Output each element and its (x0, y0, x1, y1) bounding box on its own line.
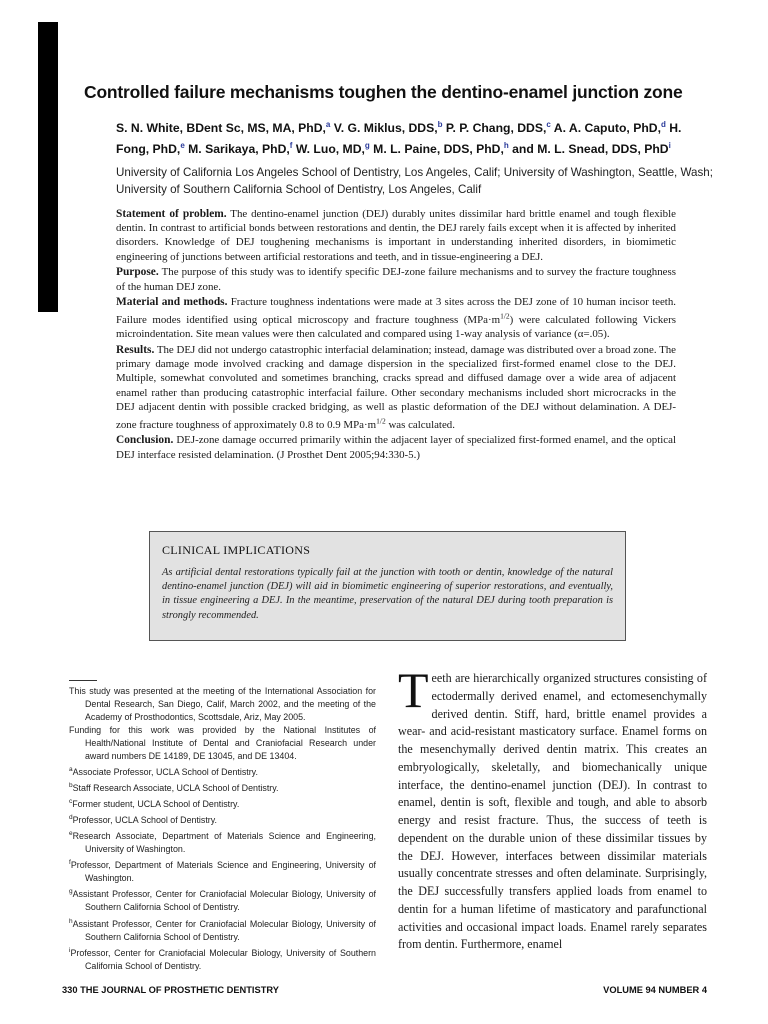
footnote-text: Former student, UCLA School of Dentistry. (72, 799, 240, 810)
author-name: A. A. Caputo, PhD, (553, 121, 661, 136)
drop-cap: T (398, 662, 429, 718)
author-name: P. P. Chang, DDS, (445, 121, 547, 136)
footnote (69, 724, 376, 763)
abstract-heading: Conclusion. (116, 434, 174, 447)
footnote-text: Professor, Center for Craniofacial Molecular Biology, University of Southern California School of Dentistry. (70, 947, 376, 971)
author-affiliation-mark: a (325, 120, 331, 129)
author-affiliation-mark: i (668, 141, 671, 151)
author-affiliation-mark: c (546, 120, 551, 129)
author-affiliation-mark: e (180, 141, 185, 151)
abstract-heading: Material and methods. (116, 296, 228, 309)
footnote-text: Funding for this work was provided by the National Institutes of Health/National Institute of Dental and Craniofacial Research under award numbers DE 14189, DE 13045, and DE 13404. (69, 725, 376, 762)
footnote (69, 944, 376, 973)
author-affiliation-mark: d (660, 120, 666, 129)
footnote-mark: e (69, 830, 73, 838)
footnote-mark: g (69, 888, 73, 896)
abstract-results (116, 343, 676, 432)
abstract-text: The purpose of this study was to identify specific DEJ-zone failure mechanisms and to survey the fracture toughness of the human DEJ zone. (116, 266, 676, 293)
footnote-text: Associate Professor, UCLA School of Dentistry. (72, 767, 258, 778)
footnotes (69, 685, 376, 973)
footnote (69, 779, 376, 795)
abstract-text: The DEJ did not undergo catastrophic interfacial delamination; instead, damage was distributed over a broad zone. The primary damage mode involved cracking and damage dispersion in the specialized first-formed enamel close to the DEJ. Multiple, somewhat convoluted and sometimes branching, cracks spread and diffused damage over a wide area of adjacent enamel rather than producing catastrophic interfacial failure. Other secondary mechanisms included short microcracks in the DEJ adjacent dentin with possible cracked bridging, as well as plastic deformation of the DEJ without delamination. A DEJ-zone fracture toughness of approximately 0.8 to 0.9 $MPa\cdot m^{1/2}$ was calculated. (116, 343, 676, 431)
footnote-mark: c (69, 798, 73, 806)
affiliation: University of California Los Angeles School of Dentistry, Los Angeles, Calif; University of Washington, Seattle, Wash; University of Southern California School of Dentistry, Los Angeles, Calif (116, 166, 713, 196)
footer-journal: 330 THE JOURNAL OF PROSTHETIC DENTISTRY (62, 985, 279, 995)
footer-volume: VOLUME 94 NUMBER 4 (603, 985, 707, 995)
footnote-text: Professor, Department of Materials Science and Engineering, University of Washington. (70, 860, 376, 884)
body-text (398, 662, 707, 954)
footnote (69, 856, 376, 885)
margin-black-bar (38, 22, 58, 312)
clinical-implications-box (149, 531, 626, 641)
abstract-text: Fracture toughness indentations were made at 3 sites across the DEJ zone of 10 human incisor teeth. Failure modes identified using optical microscopy and fracture toughness $(MPa\cdot m^{1/2})$ were calculated following Vickers microindentation. Site mean values were then calculated and compared using 1-way analysis of variance (α=.05). (116, 296, 676, 341)
author-affiliation-mark: b (437, 120, 443, 129)
footnote (69, 885, 376, 914)
footnote-mark: f (69, 859, 71, 867)
footnote-mark: d (69, 814, 73, 822)
author-affiliation-mark: g (364, 141, 370, 151)
footnote (69, 763, 376, 779)
abstract-conclusion (116, 433, 676, 461)
author-name: V. G. Miklus, DDS, (333, 121, 438, 136)
footnote (69, 915, 376, 944)
footnote-text: This study was presented at the meeting of the International Association for Dental Research, San Diego, Calif, March 2002, and the meeting of the Academy of Prosthodontics, Scottsdale, Ariz, May 2005. (69, 686, 376, 723)
abstract-heading: Purpose. (116, 266, 159, 279)
clinical-implications-text: As artificial dental restorations typically fail at the junction with tooth or dentin, knowledge of the natural dentino-enamel junction (DEJ) will aid in biomimetic engineering of superior restorations, and eventually, in tissue engineering a DEJ. In the meantime, preservation of the natural DEJ during tooth preparation is strongly recommended. (162, 567, 613, 621)
footnote-mark: a (69, 766, 73, 774)
author-name: M. Sarikaya, PhD, (188, 142, 290, 157)
author-name: H. Fong, PhD, (116, 121, 682, 157)
footnote (69, 811, 376, 827)
abstract-statement-of-problem (116, 207, 676, 264)
footnote-rule (69, 680, 97, 681)
author-name: S. N. White, BDent Sc, MS, MA, PhD, (116, 121, 326, 136)
article-title: Controlled failure mechanisms toughen the dentino-enamel junction zone (84, 82, 683, 102)
author-list (116, 116, 716, 158)
footnote-text: Research Associate, Department of Materials Science and Engineering, University of Washington. (72, 831, 376, 855)
abstract-heading: Results. (116, 343, 155, 356)
author-name: and (512, 142, 534, 157)
abstract (116, 207, 676, 463)
author-name: M. L. Paine, DDS, PhD, (373, 142, 504, 157)
author-affiliation-mark: h (503, 141, 509, 151)
footnote (69, 827, 376, 856)
abstract-text: The dentino-enamel junction (DEJ) durably unites dissimilar hard brittle enamel and tough flexible dentin. In contrast to artificial bonds between restorations and dentin, the DEJ rarely fails except when it is affected by inherited disorders. Knowledge of DEJ toughening mechanisms is important in understanding inherited disorders, in biomimetic engineering of junctions between artificial restorations and teeth, and in tissue-engineering a DEJ. (116, 208, 676, 263)
abstract-text: DEJ-zone damage occurred primarily within the adjacent layer of specialized first-formed enamel, and the optical DEJ interface resisted delamination. (J Prosthet Dent 2005;94:330-5.) (116, 434, 676, 461)
footnote (69, 685, 376, 724)
body-paragraph: eeth are hierarchically organized structures consisting of ectodermally derived enamel, and ectomesenchymally derived dentin. Stiff, hard, brittle enamel provides a wear- and acid-resistant masticatory surface. Enamel forms on the mesenchymally derived dentin matrix. This creates an embryologically, skeletally, and biomechanically unique interface, the dentino-enamel junction (DEJ). In contrast to enamel, dentin is soft, flexible and tough, and able to absorb energy and resist fracture. Thus, the success of teeth is dependent on the durable union of these dissimilar tissues by the DEJ. However, interfaces between dissimilar materials usually concentrate stresses and often delaminate. Surprisingly, the DEJ successfully transfers applied loads from enamel to dentin for a human lifetime of masticatory and parafunctional activities and occasional impact loads. Enamel rarely separates from dentin. Furthermore, enamel (398, 671, 707, 952)
footnote-mark: h (69, 917, 73, 925)
abstract-purpose (116, 265, 676, 293)
footnote-text: Assistant Professor, Center for Craniofacial Molecular Biology, University of Southern California School of Dentistry. (72, 889, 376, 913)
abstract-heading: Statement of problem. (116, 208, 227, 220)
author-name: M. L. Snead, DDS, PhD (537, 142, 669, 157)
author-name: W. Luo, MD, (295, 142, 365, 157)
footnote-mark: b (69, 782, 73, 790)
abstract-methods (116, 295, 676, 341)
footnote-text: Staff Research Associate, UCLA School of Dentistry. (72, 783, 279, 794)
footnote-text: Assistant Professor, Center for Craniofacial Molecular Biology, University of Southern California School of Dentistry. (72, 918, 376, 942)
footnote-mark: i (69, 946, 71, 954)
footnote (69, 795, 376, 811)
footnote-text: Professor, UCLA School of Dentistry. (72, 815, 217, 826)
clinical-implications-title: CLINICAL IMPLICATIONS (162, 543, 311, 557)
author-affiliation-mark: f (289, 141, 293, 151)
